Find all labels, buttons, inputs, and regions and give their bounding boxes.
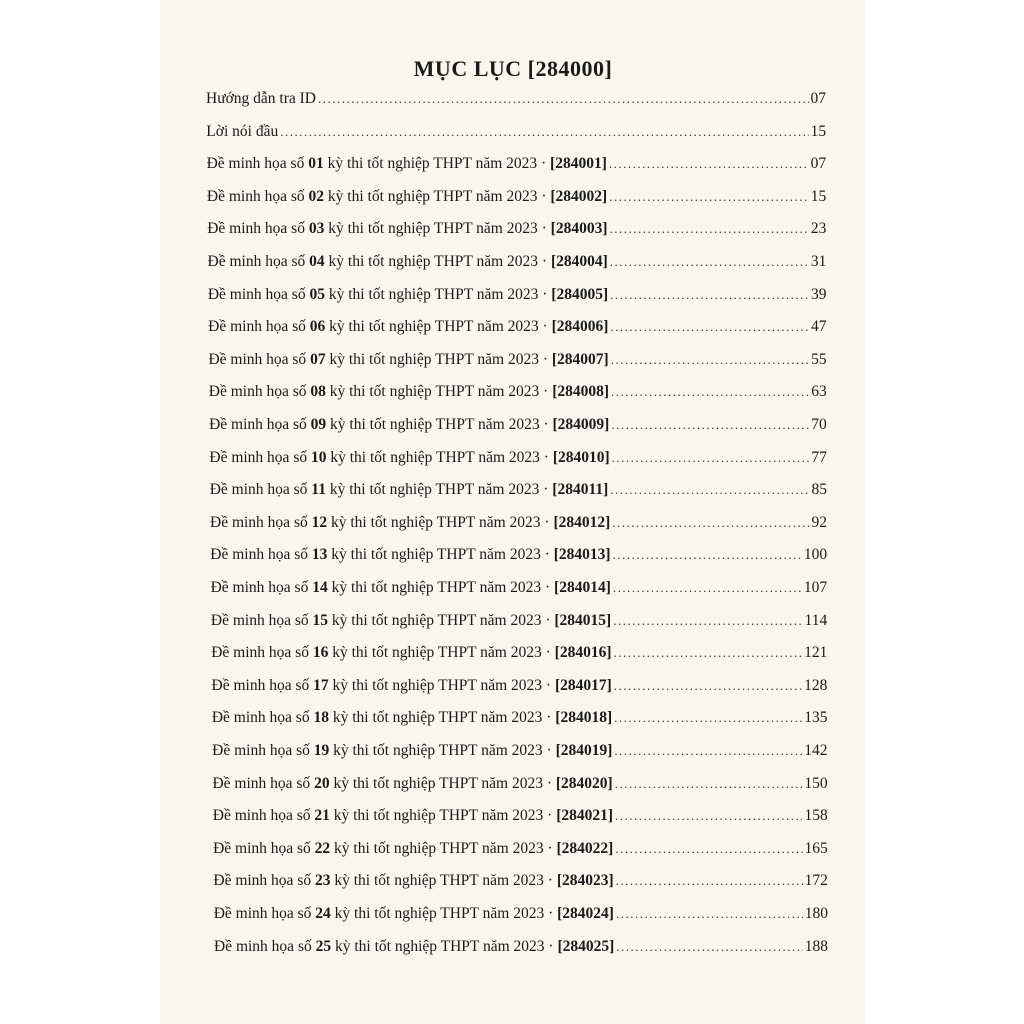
entry-id: [284015] bbox=[554, 611, 612, 629]
entry-description: kỳ thi tốt nghiệp THPT năm 2023 · bbox=[327, 579, 555, 596]
toc-entry-title bbox=[212, 742, 612, 760]
toc-entry-title bbox=[208, 351, 608, 369]
toc-page-number: 188 bbox=[804, 937, 828, 955]
entry-prefix: Đề minh họa số bbox=[212, 807, 315, 825]
entry-prefix: Đề minh họa số bbox=[214, 937, 316, 955]
entry-number: 07 bbox=[310, 350, 326, 368]
toc-entry-title bbox=[211, 644, 611, 662]
entry-description: kỳ thi tốt nghiệp THPT năm 2023 · bbox=[328, 709, 556, 727]
entry-description: kỳ thi tốt nghiệp THPT năm 2023 · bbox=[330, 839, 557, 857]
entry-number: 17 bbox=[313, 676, 329, 694]
toc-page-number: 121 bbox=[804, 644, 828, 662]
entry-description: kỳ thi tốt nghiệp THPT năm 2023 · bbox=[329, 807, 557, 825]
entry-prefix: Đề minh họa số bbox=[212, 774, 315, 792]
toc-entry bbox=[212, 742, 827, 764]
dot-leader bbox=[613, 645, 802, 661]
toc-entry-title bbox=[207, 188, 607, 206]
entry-description: kỳ thi tốt nghiệp THPT năm 2023 · bbox=[324, 285, 552, 303]
toc-entry bbox=[208, 351, 826, 373]
toc-entry bbox=[212, 677, 828, 699]
entry-prefix: Đề minh họa số bbox=[207, 253, 310, 270]
entry-id: [284003] bbox=[550, 220, 608, 238]
toc-page-number: 114 bbox=[804, 611, 828, 629]
dot-leader bbox=[609, 156, 809, 172]
toc-entry-title bbox=[209, 416, 609, 434]
entry-id: [284006] bbox=[551, 318, 609, 336]
dot-leader bbox=[613, 580, 802, 596]
toc-page-number: 92 bbox=[811, 513, 827, 531]
dot-leader bbox=[616, 906, 803, 922]
toc-entry-title bbox=[209, 383, 609, 401]
entry-number: 23 bbox=[314, 872, 331, 890]
toc-entry-title: Lời nói đầu bbox=[206, 122, 279, 140]
entry-id: [284017] bbox=[554, 676, 612, 694]
entry-number: 15 bbox=[312, 611, 329, 629]
entry-prefix: Đề minh họa số bbox=[211, 676, 314, 694]
toc-entry-title bbox=[208, 286, 608, 304]
toc-page-number: 63 bbox=[811, 383, 827, 401]
toc-entry bbox=[207, 220, 826, 242]
entry-description: kỳ thi tốt nghiệp THPT năm 2023 · bbox=[329, 774, 556, 792]
entry-description: kỳ thi tốt nghiệp THPT năm 2023 · bbox=[331, 937, 558, 955]
toc-entry bbox=[206, 90, 826, 112]
dot-leader bbox=[612, 515, 809, 531]
entry-number: 10 bbox=[310, 448, 327, 466]
entry-number: 19 bbox=[313, 742, 330, 759]
dot-leader bbox=[611, 417, 809, 433]
entry-number: 02 bbox=[308, 187, 325, 205]
dot-leader bbox=[609, 189, 809, 205]
entry-prefix: Đề minh họa số bbox=[207, 285, 310, 303]
entry-prefix: Đề minh họa số bbox=[213, 839, 315, 857]
toc-page-number: 107 bbox=[803, 579, 828, 596]
toc-entry bbox=[209, 449, 826, 471]
toc-entry bbox=[206, 123, 826, 145]
entry-number: 22 bbox=[314, 839, 331, 857]
entry-prefix: Đề minh họa số bbox=[211, 709, 314, 727]
toc-entry bbox=[214, 905, 828, 927]
toc-entry bbox=[213, 840, 828, 862]
entry-description: kỳ thi tốt nghiệp THPT năm 2023 · bbox=[326, 448, 553, 466]
toc-page-number: 31 bbox=[810, 253, 827, 270]
entry-prefix: Đề minh họa số bbox=[208, 350, 311, 368]
entry-id: [284018] bbox=[555, 709, 613, 727]
entry-number: 20 bbox=[314, 774, 330, 792]
toc-entry bbox=[210, 546, 827, 568]
toc-entry-title bbox=[211, 612, 611, 630]
dot-leader bbox=[615, 841, 802, 857]
toc-entry-title bbox=[210, 546, 610, 564]
entry-number: 08 bbox=[310, 383, 326, 401]
dot-leader bbox=[610, 254, 809, 270]
toc-entry-title bbox=[212, 709, 612, 727]
entry-id: [284009] bbox=[552, 416, 610, 433]
toc-entry bbox=[211, 612, 827, 634]
toc-entry-title bbox=[210, 514, 610, 532]
toc-entry bbox=[212, 775, 827, 797]
table-of-contents bbox=[160, 0, 866, 1024]
toc-entry-title bbox=[208, 318, 608, 336]
dot-leader bbox=[609, 221, 808, 237]
dot-leader bbox=[615, 808, 802, 824]
dot-leader bbox=[612, 450, 810, 466]
entry-description: kỳ thi tốt nghiệp THPT năm 2023 · bbox=[325, 318, 552, 336]
entry-number: 13 bbox=[311, 546, 328, 564]
entry-number: 03 bbox=[308, 220, 325, 238]
toc-entry-title bbox=[208, 253, 608, 271]
toc-page-number: 70 bbox=[811, 416, 827, 433]
toc-page-number: 128 bbox=[804, 676, 828, 694]
entry-id: [284012] bbox=[553, 513, 611, 531]
entry-id: [284020] bbox=[555, 774, 613, 792]
dot-leader bbox=[613, 613, 802, 629]
dot-leader bbox=[610, 287, 809, 303]
toc-page-number: 158 bbox=[804, 807, 828, 825]
toc-entry-title bbox=[213, 807, 613, 825]
dot-leader bbox=[614, 743, 802, 759]
entry-id: [284002] bbox=[550, 187, 608, 205]
entry-number: 24 bbox=[315, 905, 331, 922]
entry-description: kỳ thi tốt nghiệp THPT năm 2023 · bbox=[328, 676, 555, 694]
toc-entry-title bbox=[207, 155, 607, 173]
toc-entry bbox=[209, 383, 827, 405]
toc-page-number: 150 bbox=[804, 774, 828, 792]
toc-entry-title bbox=[210, 481, 609, 499]
entry-description: kỳ thi tốt nghiệp THPT năm 2023 · bbox=[329, 742, 556, 759]
entry-number: 05 bbox=[309, 285, 325, 303]
toc-page-number: 07 bbox=[810, 90, 826, 107]
entry-prefix: Đề minh họa số bbox=[210, 579, 313, 596]
entry-number: 04 bbox=[309, 253, 325, 270]
entry-description: kỳ thi tốt nghiệp THPT năm 2023 · bbox=[328, 644, 555, 662]
entry-id: [284025] bbox=[557, 937, 615, 955]
entry-description: kỳ thi tốt nghiệp THPT năm 2023 · bbox=[325, 481, 553, 499]
toc-entry-title bbox=[214, 905, 614, 923]
toc-entry bbox=[213, 872, 827, 894]
toc-page-number: 15 bbox=[810, 187, 827, 205]
toc-entry bbox=[213, 807, 828, 829]
entry-prefix: Đề minh họa số bbox=[212, 742, 314, 759]
dot-leader bbox=[610, 482, 809, 498]
toc-page-number: 15 bbox=[810, 122, 827, 140]
entry-number: 18 bbox=[313, 709, 329, 727]
toc-entry bbox=[210, 481, 827, 503]
toc-entry bbox=[211, 644, 827, 666]
entry-prefix: Đề minh họa số bbox=[210, 513, 312, 531]
entry-number: 01 bbox=[308, 155, 324, 173]
entry-description: kỳ thi tốt nghiệp THPT năm 2023 · bbox=[324, 187, 551, 205]
toc-page-number: 07 bbox=[810, 155, 827, 173]
dot-leader bbox=[611, 384, 809, 400]
toc-entry-title: Hướng dẫn tra ID bbox=[206, 90, 316, 107]
toc-entry bbox=[214, 938, 828, 960]
entry-number: 12 bbox=[311, 513, 328, 531]
entry-description: kỳ thi tốt nghiệp THPT năm 2023 · bbox=[324, 253, 551, 270]
dot-leader bbox=[614, 678, 802, 694]
entry-id: [284008] bbox=[552, 383, 610, 401]
dot-leader bbox=[616, 873, 803, 889]
entry-prefix: Đề minh họa số bbox=[208, 318, 310, 336]
entry-prefix: Đề minh họa số bbox=[208, 383, 311, 401]
toc-page-number: 165 bbox=[804, 839, 828, 857]
entry-prefix: Đề minh họa số bbox=[210, 546, 312, 564]
entry-prefix: Đề minh họa số bbox=[206, 187, 309, 205]
entry-id: [284024] bbox=[557, 905, 614, 922]
entry-id: [284021] bbox=[556, 807, 614, 825]
entry-id: [284022] bbox=[556, 839, 614, 857]
toc-entry bbox=[210, 514, 827, 536]
toc-entry bbox=[211, 579, 828, 601]
toc-page-number: 135 bbox=[804, 709, 828, 727]
dot-leader bbox=[615, 776, 803, 792]
document-page bbox=[160, 0, 866, 1024]
entry-number: 16 bbox=[312, 644, 329, 662]
toc-page-number: 100 bbox=[803, 546, 828, 564]
entry-prefix: Đề minh họa số bbox=[213, 905, 316, 922]
toc-entry bbox=[208, 318, 826, 340]
toc-entry-title bbox=[213, 872, 613, 890]
entry-description: kỳ thi tốt nghiệp THPT năm 2023 · bbox=[323, 155, 551, 173]
entry-description: kỳ thi tốt nghiệp THPT năm 2023 · bbox=[328, 611, 555, 629]
entry-id: [284023] bbox=[556, 872, 614, 890]
dot-leader bbox=[616, 939, 802, 955]
toc-entry-title bbox=[214, 938, 614, 956]
dot-leader bbox=[318, 91, 809, 107]
entry-id: [284007] bbox=[551, 350, 609, 368]
toc-page-number: 180 bbox=[804, 905, 828, 922]
toc-entry bbox=[212, 709, 828, 731]
toc-page-number: 47 bbox=[811, 318, 827, 336]
toc-page-number: 85 bbox=[811, 481, 827, 499]
dot-leader bbox=[613, 547, 802, 563]
entry-description: kỳ thi tốt nghiệp THPT năm 2023 · bbox=[325, 383, 553, 401]
entry-description: kỳ thi tốt nghiệp THPT năm 2023 · bbox=[330, 872, 557, 890]
toc-page-number: 77 bbox=[811, 448, 827, 466]
toc-entry-title bbox=[213, 840, 613, 858]
entry-prefix: Đề minh họa số bbox=[209, 481, 312, 499]
entry-description: kỳ thi tốt nghiệp THPT năm 2023 · bbox=[324, 220, 551, 238]
dot-leader bbox=[611, 352, 809, 368]
toc-page-number: 142 bbox=[804, 742, 828, 759]
entry-description: kỳ thi tốt nghiệp THPT năm 2023 · bbox=[327, 546, 554, 564]
toc-entry-title bbox=[211, 579, 611, 597]
toc-page-number: 39 bbox=[810, 285, 827, 303]
entry-prefix: Đề minh họa số bbox=[211, 644, 313, 662]
entry-id: [284010] bbox=[552, 448, 610, 466]
entry-prefix: Đề minh họa số bbox=[210, 611, 313, 629]
toc-entry-title bbox=[212, 775, 612, 793]
entry-id: [284001] bbox=[550, 155, 607, 173]
entry-id: [284014] bbox=[554, 579, 611, 596]
toc-page-number: 172 bbox=[804, 872, 828, 890]
toc-entry bbox=[207, 155, 827, 177]
toc-entry-title bbox=[212, 677, 612, 695]
entry-description: kỳ thi tốt nghiệp THPT năm 2023 · bbox=[325, 350, 552, 368]
toc-entry-title bbox=[207, 220, 607, 238]
entry-id: [284011] bbox=[552, 481, 609, 499]
toc-entry-title bbox=[209, 449, 609, 467]
dot-leader bbox=[610, 319, 809, 335]
toc-entry bbox=[208, 253, 827, 275]
entry-prefix: Đề minh họa số bbox=[206, 155, 309, 173]
toc-entry bbox=[209, 416, 827, 438]
entry-number: 14 bbox=[312, 579, 328, 596]
entry-id: [284013] bbox=[553, 546, 611, 564]
entry-id: [284019] bbox=[555, 742, 613, 759]
entry-number: 21 bbox=[314, 807, 330, 825]
toc-entry bbox=[207, 188, 826, 210]
entry-description: kỳ thi tốt nghiệp THPT năm 2023 · bbox=[330, 905, 558, 922]
entry-number: 06 bbox=[309, 318, 326, 336]
entry-prefix: Đề minh họa số bbox=[213, 872, 315, 890]
page-title: MỤC LỤC [284000] bbox=[413, 56, 613, 81]
entry-id: [284016] bbox=[554, 644, 612, 662]
toc-page-number: 23 bbox=[810, 220, 827, 238]
entry-description: kỳ thi tốt nghiệp THPT năm 2023 · bbox=[327, 513, 554, 531]
entry-number: 11 bbox=[311, 481, 326, 499]
dot-leader bbox=[614, 710, 802, 726]
entry-id: [284005] bbox=[551, 285, 609, 303]
entry-prefix: Đề minh họa số bbox=[209, 416, 311, 433]
entry-description: kỳ thi tốt nghiệp THPT năm 2023 · bbox=[326, 416, 553, 433]
entry-number: 09 bbox=[310, 416, 327, 433]
entry-prefix: Đề minh họa số bbox=[209, 448, 311, 466]
dot-leader bbox=[280, 124, 808, 140]
entry-number: 25 bbox=[315, 937, 332, 955]
toc-page-number: 55 bbox=[811, 350, 827, 368]
entry-id: [284004] bbox=[550, 253, 608, 270]
toc-entry bbox=[208, 286, 827, 308]
entry-prefix: Đề minh họa số bbox=[207, 220, 309, 238]
